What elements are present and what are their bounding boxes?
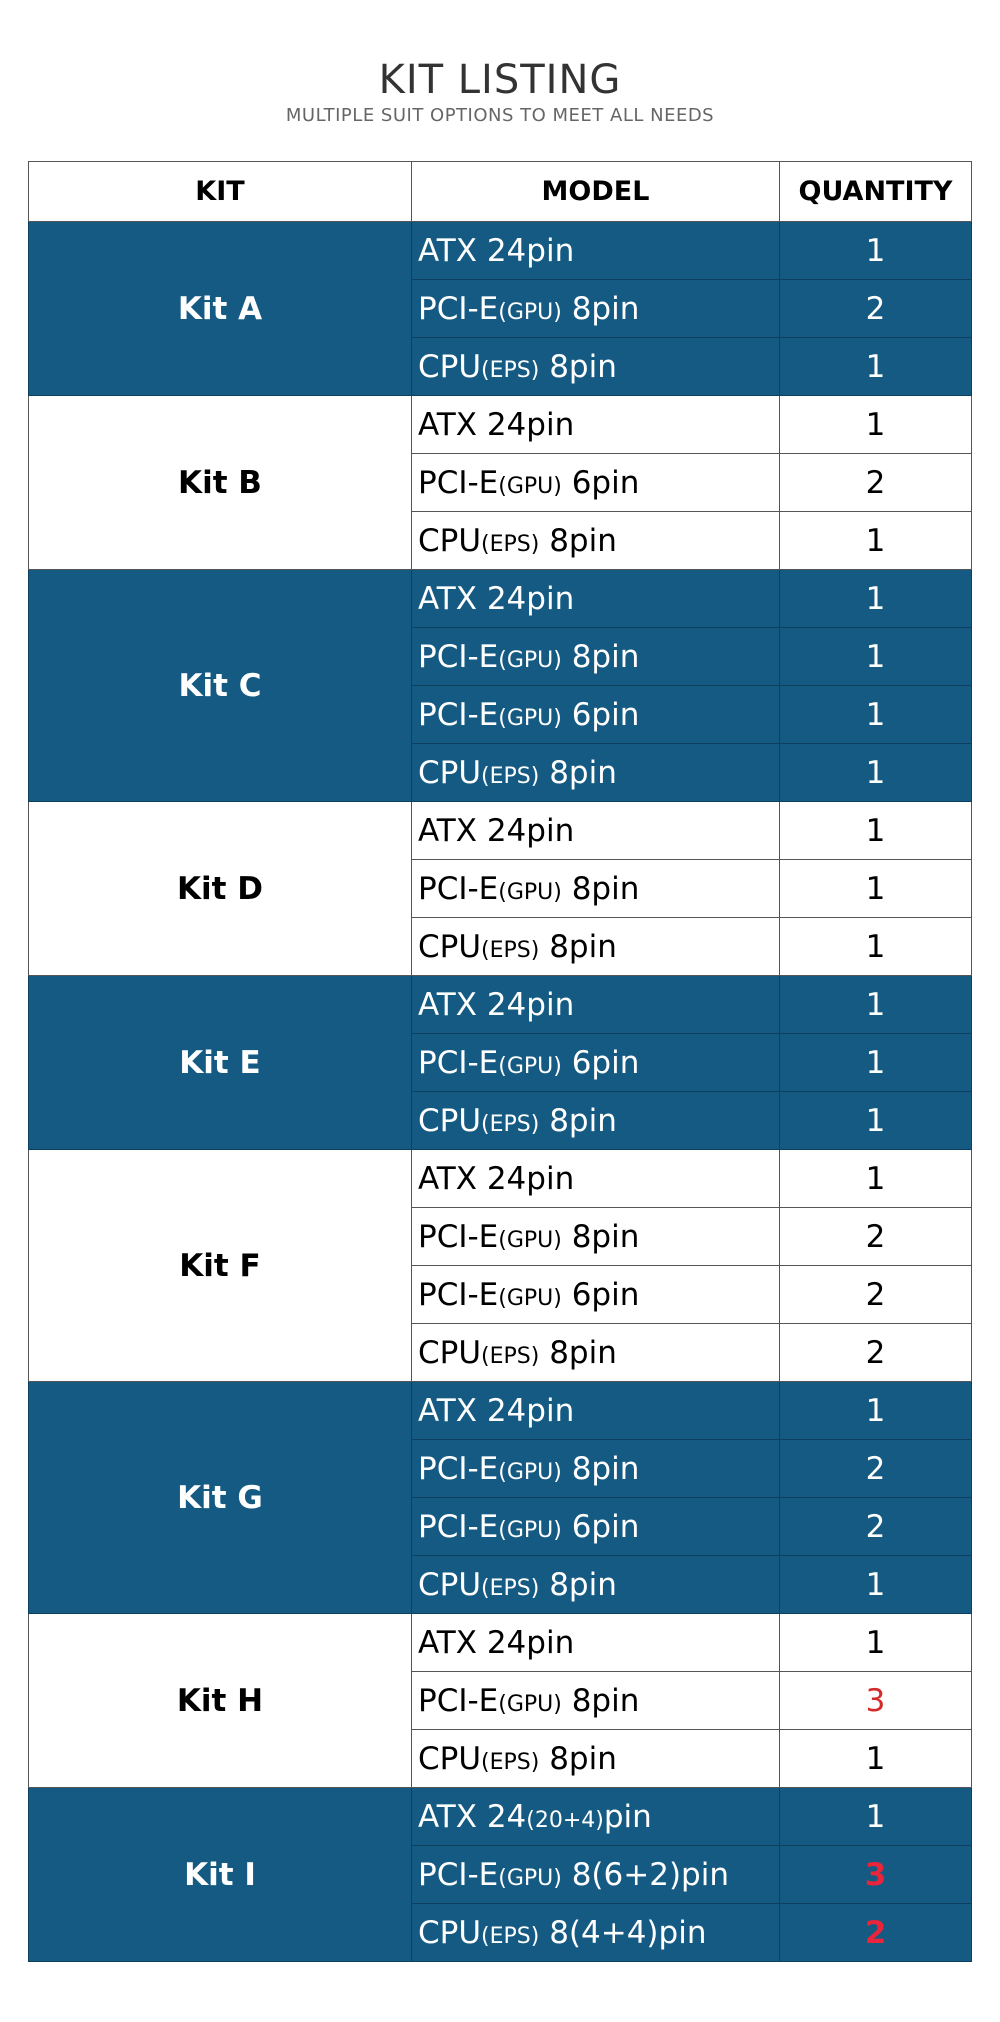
model-spec: (EPS)	[481, 1923, 540, 1949]
model-suffix: 8pin	[561, 870, 640, 907]
model-cell	[412, 1092, 780, 1150]
model-suffix: 8pin	[561, 290, 640, 327]
column-header-model: MODEL	[412, 162, 780, 222]
quantity-cell: 1	[780, 222, 972, 280]
quantity-cell: 2	[780, 1440, 972, 1498]
model-cell	[412, 338, 780, 396]
model-cell	[412, 686, 780, 744]
model-cell	[412, 976, 780, 1034]
model-prefix: CPU	[418, 1740, 482, 1777]
model-cell	[412, 1324, 780, 1382]
model-cell	[412, 1788, 780, 1846]
model-prefix: CPU	[418, 1566, 482, 1603]
model-cell	[412, 1150, 780, 1208]
table-row	[29, 1788, 972, 1846]
kit-name-cell: Kit B	[29, 396, 412, 570]
quantity-cell: 1	[780, 628, 972, 686]
model-cell	[412, 628, 780, 686]
quantity-cell: 2	[780, 454, 972, 512]
model-prefix: CPU	[418, 1102, 482, 1139]
model-spec: (EPS)	[481, 357, 540, 383]
model-prefix: ATX 24pin	[418, 580, 575, 617]
model-cell	[412, 1208, 780, 1266]
model-spec: (GPU)	[498, 1865, 562, 1891]
kit-name-cell: Kit D	[29, 802, 412, 976]
quantity-cell: 1	[780, 1614, 972, 1672]
model-cell	[412, 222, 780, 280]
model-prefix: CPU	[418, 1914, 482, 1951]
model-cell	[412, 454, 780, 512]
quantity-cell: 1	[780, 860, 972, 918]
model-cell	[412, 1614, 780, 1672]
model-spec: (GPU)	[498, 647, 562, 673]
model-cell	[412, 1382, 780, 1440]
model-prefix: ATX 24pin	[418, 232, 575, 269]
model-prefix: PCI-E	[418, 1450, 499, 1487]
column-header-quantity: QUANTITY	[780, 162, 972, 222]
model-spec: (GPU)	[498, 879, 562, 905]
table-row	[29, 1150, 972, 1208]
model-spec: (GPU)	[498, 1285, 562, 1311]
quantity-cell: 1	[780, 686, 972, 744]
model-spec: (EPS)	[481, 1575, 540, 1601]
kit-name-cell: Kit F	[29, 1150, 412, 1382]
kit-listing-table	[28, 161, 972, 1962]
quantity-cell: 2	[780, 1266, 972, 1324]
model-suffix: 8(4+4)pin	[539, 1914, 707, 1951]
model-cell	[412, 918, 780, 976]
model-prefix: PCI-E	[418, 1856, 499, 1893]
quantity-cell: 3	[780, 1672, 972, 1730]
model-suffix: 8pin	[539, 1566, 617, 1603]
model-cell	[412, 1440, 780, 1498]
model-prefix: PCI-E	[418, 638, 499, 675]
model-prefix: PCI-E	[418, 464, 499, 501]
model-spec: (EPS)	[481, 1343, 540, 1369]
quantity-cell: 1	[780, 396, 972, 454]
model-suffix: 6pin	[561, 464, 640, 501]
model-suffix: 8pin	[561, 1682, 640, 1719]
model-suffix: 8pin	[539, 522, 617, 559]
quantity-cell: 1	[780, 1034, 972, 1092]
quantity-cell: 3	[780, 1846, 972, 1904]
model-cell	[412, 570, 780, 628]
table-row	[29, 1614, 972, 1672]
model-prefix: ATX 24pin	[418, 406, 575, 443]
table-row	[29, 570, 972, 628]
model-prefix: PCI-E	[418, 1218, 499, 1255]
table-row	[29, 802, 972, 860]
model-spec: (EPS)	[481, 531, 540, 557]
model-prefix: ATX 24pin	[418, 1392, 575, 1429]
model-cell	[412, 744, 780, 802]
quantity-cell: 2	[780, 280, 972, 338]
model-prefix: CPU	[418, 348, 482, 385]
model-prefix: ATX 24pin	[418, 986, 575, 1023]
model-prefix: PCI-E	[418, 1044, 499, 1081]
kit-name-cell: Kit E	[29, 976, 412, 1150]
page-header	[0, 56, 1000, 128]
model-prefix: PCI-E	[418, 696, 499, 733]
model-suffix: 8pin	[539, 348, 617, 385]
model-prefix: PCI-E	[418, 1276, 499, 1313]
model-cell	[412, 396, 780, 454]
kit-name-cell: Kit G	[29, 1382, 412, 1614]
quantity-cell: 1	[780, 338, 972, 396]
model-cell	[412, 512, 780, 570]
model-spec: (GPU)	[498, 705, 562, 731]
model-suffix: 8pin	[539, 1334, 617, 1371]
quantity-cell: 1	[780, 976, 972, 1034]
model-suffix: 6pin	[561, 696, 640, 733]
model-spec: (EPS)	[481, 763, 540, 789]
kit-name-cell: Kit C	[29, 570, 412, 802]
table-body	[29, 222, 972, 1962]
page-subtitle: MULTIPLE SUIT OPTIONS TO MEET ALL NEEDS	[285, 105, 715, 126]
quantity-cell: 1	[780, 918, 972, 976]
quantity-cell: 1	[780, 570, 972, 628]
model-spec: (GPU)	[498, 1459, 562, 1485]
model-suffix: 6pin	[561, 1044, 640, 1081]
model-cell	[412, 1498, 780, 1556]
quantity-cell: 1	[780, 1150, 972, 1208]
model-spec: (GPU)	[498, 473, 562, 499]
model-cell	[412, 1904, 780, 1962]
model-prefix: PCI-E	[418, 1682, 499, 1719]
model-spec: (EPS)	[481, 1111, 540, 1137]
model-spec: (GPU)	[498, 1517, 562, 1543]
model-prefix: ATX 24pin	[418, 1624, 575, 1661]
model-spec: (GPU)	[498, 1227, 562, 1253]
column-header-kit: KIT	[29, 162, 412, 222]
model-suffix: pin	[603, 1798, 652, 1835]
table-row	[29, 976, 972, 1034]
model-cell	[412, 1034, 780, 1092]
model-suffix: 8pin	[561, 1218, 640, 1255]
quantity-cell: 1	[780, 1382, 972, 1440]
table-row	[29, 222, 972, 280]
model-prefix: CPU	[418, 928, 482, 965]
model-prefix: ATX 24	[418, 1798, 527, 1835]
model-spec: (GPU)	[498, 299, 562, 325]
quantity-cell: 1	[780, 1556, 972, 1614]
model-prefix: PCI-E	[418, 290, 499, 327]
model-suffix: 6pin	[561, 1276, 640, 1313]
model-spec: (EPS)	[481, 937, 540, 963]
model-prefix: PCI-E	[418, 870, 499, 907]
model-suffix: 8pin	[539, 1740, 617, 1777]
model-suffix: 8pin	[539, 928, 617, 965]
model-cell	[412, 1266, 780, 1324]
kit-name-cell: Kit I	[29, 1788, 412, 1962]
model-suffix: 8(6+2)pin	[561, 1856, 729, 1893]
model-prefix: CPU	[418, 522, 482, 559]
quantity-cell: 1	[780, 1730, 972, 1788]
model-spec: (GPU)	[498, 1691, 562, 1717]
quantity-cell: 2	[780, 1208, 972, 1266]
table-row	[29, 1382, 972, 1440]
model-cell	[412, 860, 780, 918]
model-suffix: 8pin	[561, 638, 640, 675]
model-suffix: 8pin	[539, 1102, 617, 1139]
quantity-cell: 2	[780, 1904, 972, 1962]
table-row	[29, 396, 972, 454]
model-prefix: CPU	[418, 754, 482, 791]
quantity-cell: 1	[780, 512, 972, 570]
page-title: KIT LISTING	[378, 57, 622, 103]
quantity-cell: 1	[780, 1092, 972, 1150]
model-spec: (GPU)	[498, 1053, 562, 1079]
model-suffix: 8pin	[561, 1450, 640, 1487]
quantity-cell: 2	[780, 1324, 972, 1382]
model-cell	[412, 1730, 780, 1788]
quantity-cell: 2	[780, 1498, 972, 1556]
model-cell	[412, 1556, 780, 1614]
quantity-cell: 1	[780, 744, 972, 802]
table-header-row	[29, 162, 972, 222]
model-cell	[412, 1846, 780, 1904]
model-prefix: ATX 24pin	[418, 812, 575, 849]
quantity-cell: 1	[780, 1788, 972, 1846]
kit-name-cell: Kit A	[29, 222, 412, 396]
model-suffix: 8pin	[539, 754, 617, 791]
kit-name-cell: Kit H	[29, 1614, 412, 1788]
model-spec: (20+4)	[526, 1807, 604, 1833]
quantity-cell: 1	[780, 802, 972, 860]
model-prefix: CPU	[418, 1334, 482, 1371]
model-cell	[412, 802, 780, 860]
model-cell	[412, 1672, 780, 1730]
model-prefix: ATX 24pin	[418, 1160, 575, 1197]
model-cell	[412, 280, 780, 338]
model-suffix: 6pin	[561, 1508, 640, 1545]
model-spec: (EPS)	[481, 1749, 540, 1775]
model-prefix: PCI-E	[418, 1508, 499, 1545]
